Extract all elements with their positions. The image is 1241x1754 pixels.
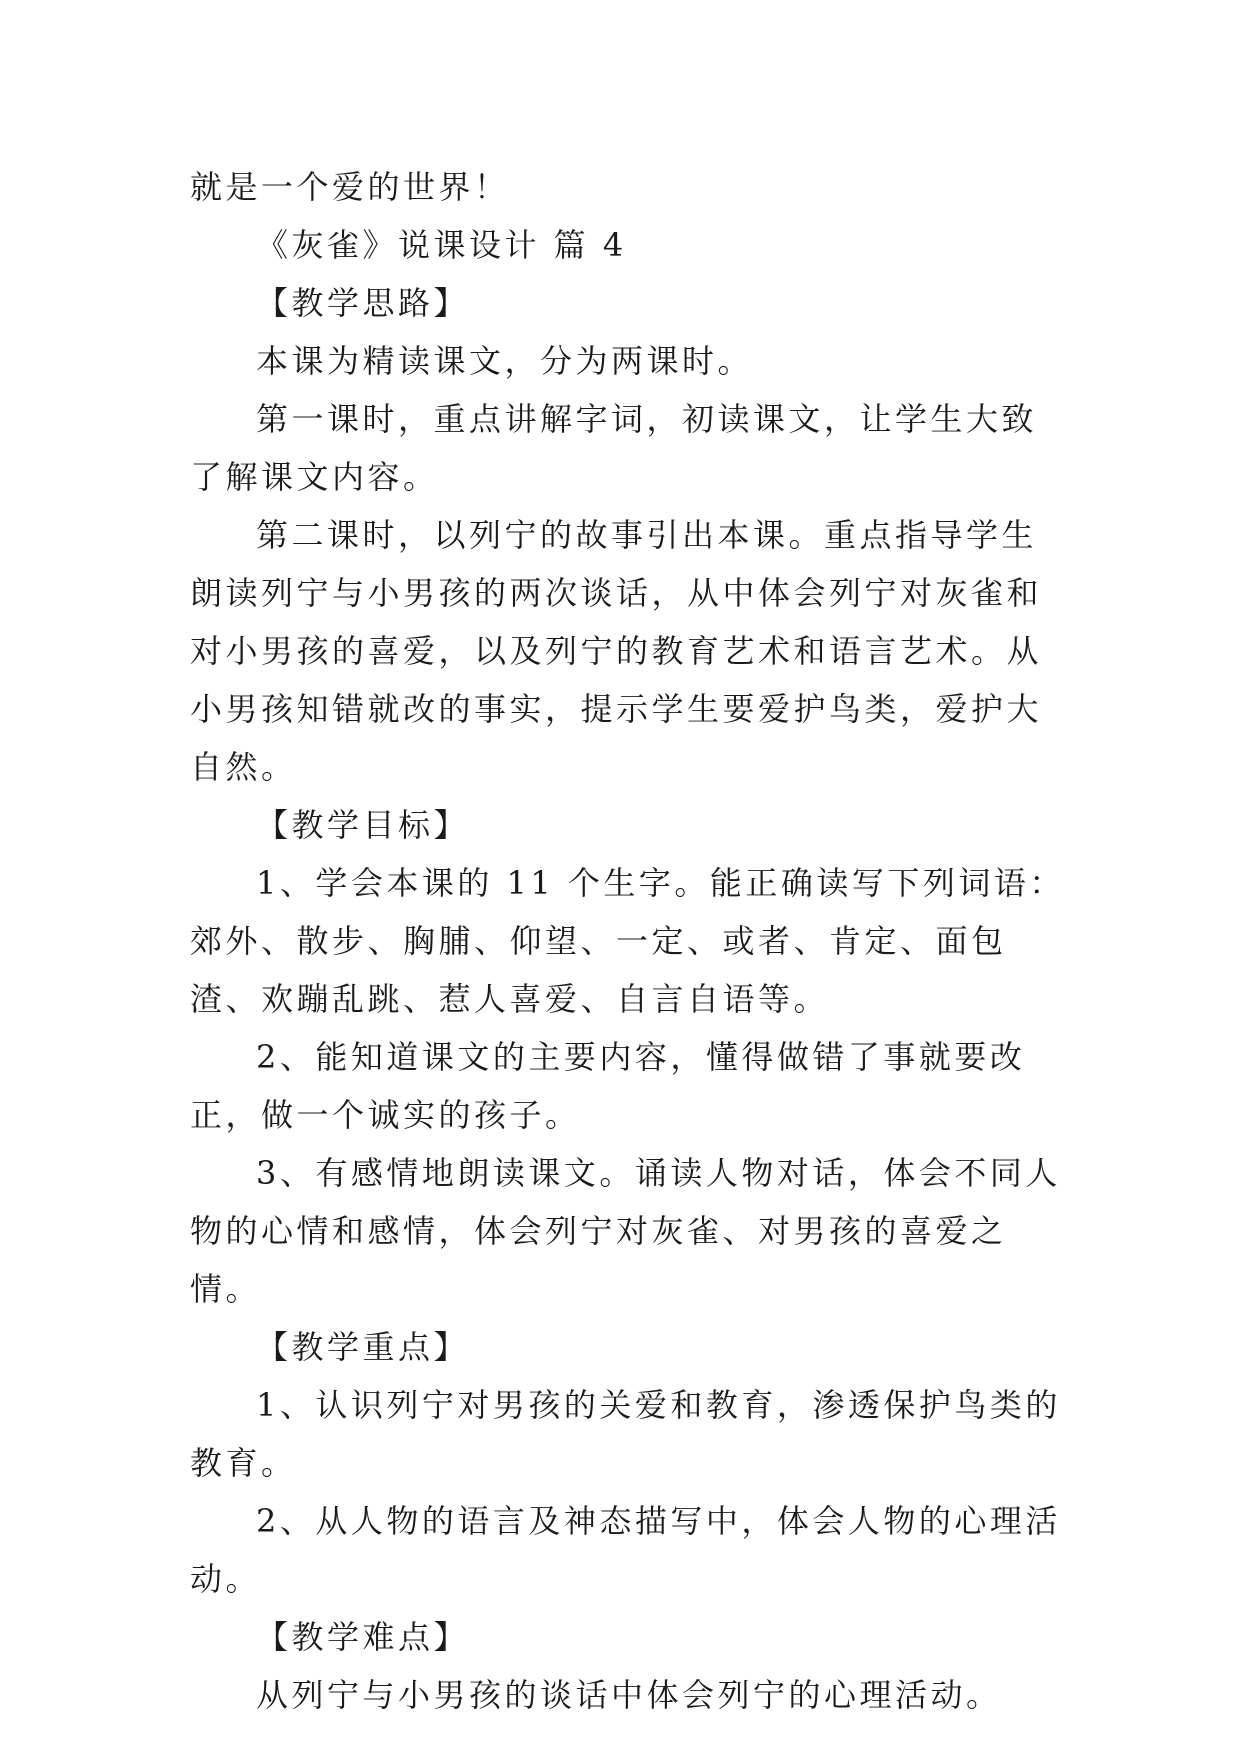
paragraph: 1、认识列宁对男孩的关爱和教育，渗透保护鸟类的教育。 [190, 1386, 1061, 1482]
paragraph: 2、能知道课文的主要内容，懂得做错了事就要改正，做一个诚实的孩子。 [190, 1038, 1026, 1134]
heading-teaching-focus: 【教学重点】 [256, 1328, 470, 1366]
paragraph: 第一课时，重点讲解字词，初读课文，让学生大致了解课文内容。 [190, 400, 1038, 496]
paragraph: 2、从人物的语言及神态描写中，体会人物的心理活动。 [190, 1502, 1061, 1598]
paragraph: 1、学会本课的 11 个生字。能正确读写下列词语：郊外、散步、胸脯、仰望、一定、或者、肯定、面包渣、欢蹦乱跳、惹人喜爱、自言自语等。 [190, 864, 1065, 1018]
paragraph: 第二课时，以列宁的故事引出本课。重点指导学生朗读列宁与小男孩的两次谈话，从中体会列宁对灰雀和对小男孩的喜爱，以及列宁的教育艺术和语言艺术。从小男孩知错就改的事实，提示学生要爱护鸟类，爱护大自然。 [190, 516, 1043, 786]
paragraph: 从列宁与小男孩的谈话中体会列宁的心理活动。 [256, 1676, 1002, 1714]
document-body [190, 158, 1070, 1724]
paragraph: 本课为精读课文，分为两课时。 [256, 342, 754, 380]
heading-teaching-goals: 【教学目标】 [256, 806, 470, 844]
section-title: 《灰雀》说课设计 篇 4 [256, 226, 627, 264]
heading-teaching-difficulty: 【教学难点】 [256, 1618, 470, 1656]
heading-teaching-approach: 【教学思路】 [256, 284, 470, 322]
paragraph: 3、有感情地朗读课文。诵读人物对话，体会不同人物的心情和感情，体会列宁对灰雀、对男孩的喜爱之情。 [190, 1154, 1061, 1308]
paragraph-continuation: 就是一个爱的世界！ [190, 168, 510, 206]
